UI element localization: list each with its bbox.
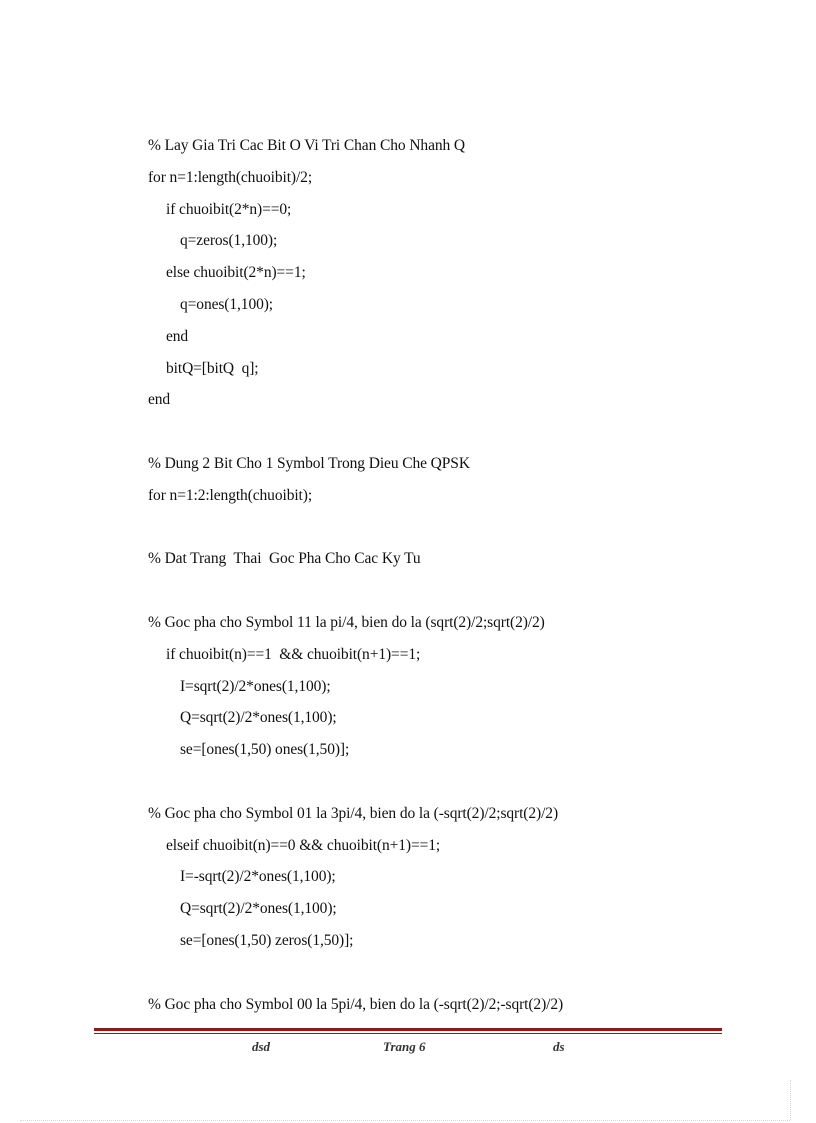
blank-line xyxy=(148,419,768,451)
blank-line xyxy=(148,960,768,992)
code-line: se=[ones(1,50) ones(1,50)]; xyxy=(180,741,350,759)
footer-divider xyxy=(94,1028,722,1034)
code-line: I=-sqrt(2)/2*ones(1,100); xyxy=(180,868,336,886)
code-line: end xyxy=(166,327,189,345)
blank-line xyxy=(148,578,768,610)
footer-left-text: dsd xyxy=(252,1039,271,1054)
footer-right-text: ds xyxy=(553,1039,565,1054)
code-line: Q=sqrt(2)/2*ones(1,100); xyxy=(180,900,337,918)
code-listing xyxy=(148,133,768,1023)
code-line: for n=1:length(chuoibit)/2; xyxy=(148,168,313,186)
footer-divider-thin xyxy=(94,1033,722,1034)
blank-line xyxy=(148,515,768,547)
code-line: bitQ=[bitQ q]; xyxy=(166,359,259,377)
code-line: % Goc pha cho Symbol 00 la 5pi/4, bien do la (-sqrt(2)/2;-sqrt(2)/2) xyxy=(148,995,564,1013)
code-line: % Goc pha cho Symbol 01 la 3pi/4, bien do la (-sqrt(2)/2;sqrt(2)/2) xyxy=(148,804,558,822)
code-line: q=ones(1,100); xyxy=(180,295,274,313)
page-bottom-edge xyxy=(20,1120,790,1121)
code-line: % Dung 2 Bit Cho 1 Symbol Trong Dieu Che QPSK xyxy=(148,454,470,472)
code-line: % Goc pha cho Symbol 11 la pi/4, bien do la (sqrt(2)/2;sqrt(2)/2) xyxy=(148,613,545,631)
code-line: if chuoibit(n)==1 && chuoibit(n+1)==1; xyxy=(166,645,421,663)
code-line: q=zeros(1,100); xyxy=(180,232,278,250)
code-line: Q=sqrt(2)/2*ones(1,100); xyxy=(180,709,337,727)
code-line: for n=1:2:length(chuoibit); xyxy=(148,486,313,504)
footer-divider-thick xyxy=(94,1028,722,1031)
footer-page-number: Trang 6 xyxy=(383,1039,426,1054)
code-line: se=[ones(1,50) zeros(1,50)]; xyxy=(180,931,354,949)
code-line: I=sqrt(2)/2*ones(1,100); xyxy=(180,677,331,695)
code-line: % Dat Trang Thai Goc Pha Cho Cac Ky Tu xyxy=(148,550,421,568)
code-line: % Lay Gia Tri Cac Bit O Vi Tri Chan Cho Nhanh Q xyxy=(148,137,466,154)
page-corner-edge xyxy=(790,1080,791,1120)
code-line: if chuoibit(2*n)==0; xyxy=(166,200,292,218)
blank-line xyxy=(148,769,768,801)
code-line: end xyxy=(148,391,171,409)
code-line: elseif chuoibit(n)==0 && chuoibit(n+1)==1; xyxy=(166,836,441,854)
code-line: else chuoibit(2*n)==1; xyxy=(166,264,306,282)
